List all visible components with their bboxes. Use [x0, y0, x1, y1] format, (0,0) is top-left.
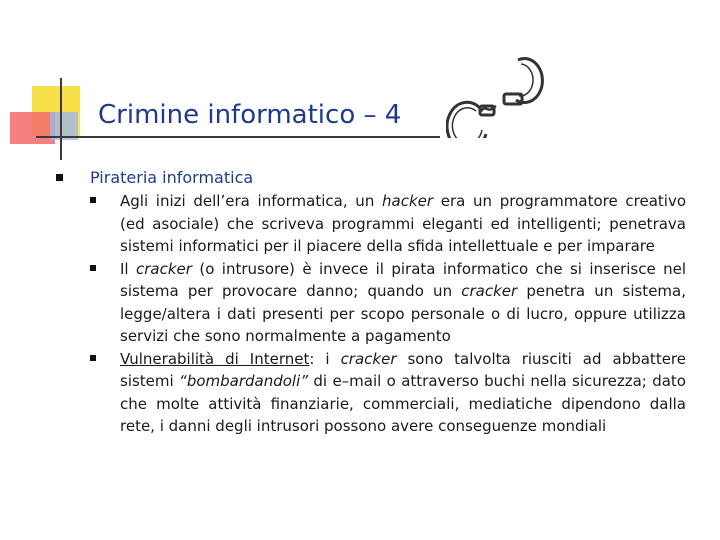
- text-segment: era un programmatore creativo (ed asociale) che scriveva programmi eleganti ed intelligenti; penetrava sistemi informatici per il piacere della sfida intellettuale e per imparare: [120, 192, 687, 255]
- section-heading: Pirateria informatica: [90, 168, 254, 187]
- bullet-item-cracker: [90, 258, 686, 348]
- bullet-item-hacker: [90, 190, 686, 258]
- paragraph-hacker: [120, 190, 686, 258]
- slide-title: Crimine informatico – 4: [98, 100, 402, 130]
- text-segment: penetra un sistema, legge/altera i dati presenti per scopo personale o di lucro, oppure utilizza servizi che sono normalmente a pagamento: [120, 282, 686, 345]
- text-segment: sono talvolta riusciti ad abbattere sistemi: [120, 349, 686, 390]
- slide-content: [56, 168, 686, 438]
- text-segment: Agli inizi dell’era informatica, un: [120, 192, 383, 210]
- square-bullet-icon: [90, 197, 96, 203]
- term-hacker: hacker: [382, 192, 434, 210]
- title-underline: [36, 136, 440, 138]
- term-bombardandoli: “bombardandoli”: [179, 372, 309, 390]
- paragraph-vulnerabilita: [120, 348, 686, 438]
- bullet-item-vulnerabilita: [90, 348, 686, 438]
- deco-vertical-line: [60, 78, 62, 160]
- link-vulnerabilita-internet[interactable]: Vulnerabilità di Internet: [120, 349, 310, 368]
- square-bullet-icon: [90, 355, 96, 361]
- term-cracker: cracker: [461, 282, 518, 300]
- text-segment: di e–mail o attraverso buchi nella sicurezza; dato che molte attività finanziarie, commerciali, mediatiche dipendono dalla rete, i danni degli intrusori possono avere conseguenze mondiali: [120, 372, 686, 435]
- square-bullet-icon: [90, 265, 96, 271]
- bullet-list: [90, 190, 686, 438]
- term-cracker: cracker: [136, 259, 192, 278]
- handcuffs-icon: [446, 48, 558, 138]
- term-cracker: cracker: [340, 349, 397, 368]
- paragraph-cracker: [120, 258, 686, 348]
- section-pirateria: [56, 168, 686, 438]
- text-segment: : i: [309, 349, 341, 368]
- text-segment: Il: [120, 259, 136, 278]
- square-bullet-icon: [56, 174, 63, 181]
- deco-red-block: [10, 112, 55, 144]
- text-segment: (o intrusore) è invece il pirata informatico che si inserisce nel sistema per provocare danno; quando un: [120, 259, 686, 300]
